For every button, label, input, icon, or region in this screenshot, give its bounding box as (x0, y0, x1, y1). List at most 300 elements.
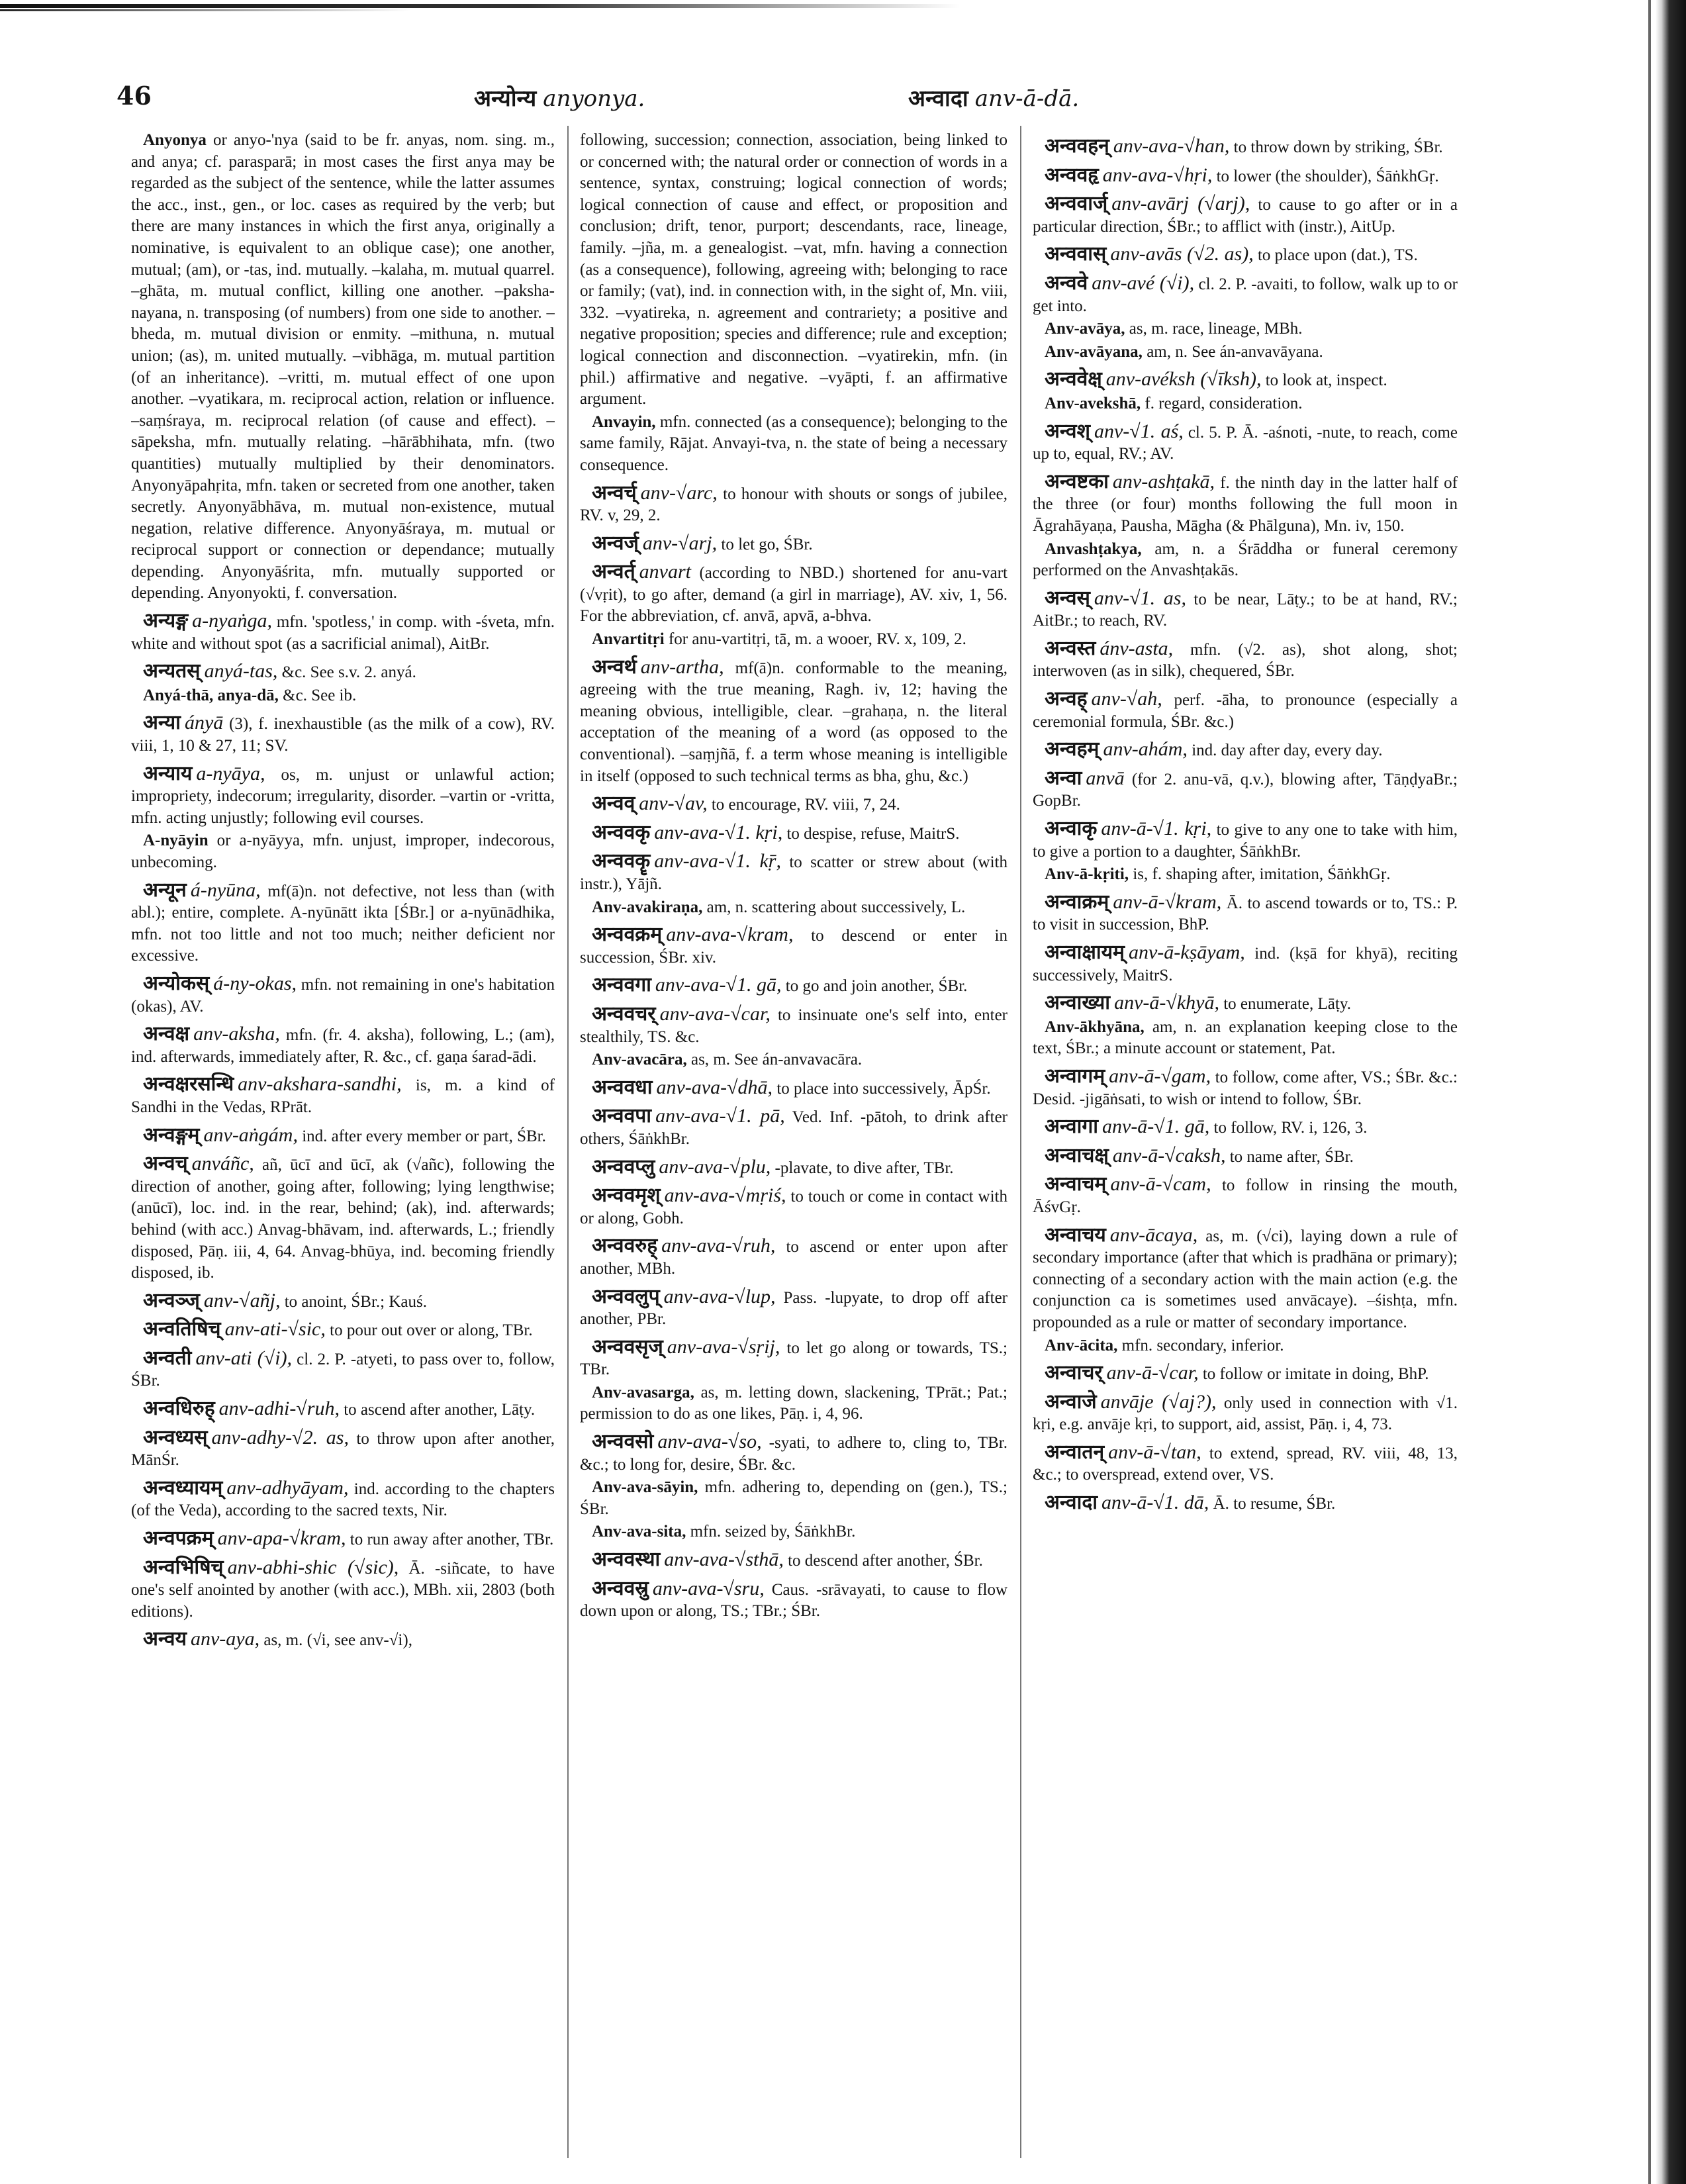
dictionary-entry (1033, 992, 1458, 1016)
dictionary-entry (580, 1077, 1007, 1100)
entry-definition: or a-nyāyya, mfn. unjust, improper, indecorous, unbecoming. (131, 831, 555, 871)
entry-transliteration: anv-√av, (639, 792, 708, 815)
dictionary-entry (131, 880, 555, 967)
entry-transliteration: anv-√1. aś, (1094, 420, 1184, 442)
dictionary-entry (580, 1286, 1007, 1331)
entry-transliteration: a-nyāya, (196, 762, 265, 784)
dictionary-column-3 (1033, 130, 1458, 2156)
entry-devanagari-headword: अन्वागा (1045, 1115, 1098, 1139)
entry-devanagari-headword: अन्वर्च् (592, 481, 637, 504)
entry-transliteration: anv-ā-√1. dā, (1101, 1492, 1209, 1514)
dictionary-entry (580, 1337, 1007, 1381)
dictionary-entry (1033, 638, 1458, 683)
entry-definition: to scatter or strew about (with instr.), Yājñ. (580, 853, 1007, 893)
entry-definition: Ved. Inf. -pātoh, to drink after others, ŚāṅkhBr. (580, 1108, 1007, 1148)
entry-definition: mf(ā)n. not defective, not less than (with abl.); entire, complete. A-nyūnātt ikta [ŚBr.] or a-nyūnādhika, mfn. not too little and not too much; neither deficient nor excessive. (131, 882, 555, 965)
entry-definition: am, n. a Śrāddha or funeral ceremony performed on the Anvashṭakās. (1033, 540, 1458, 580)
dictionary-entry (580, 412, 1007, 477)
entry-devanagari-headword: अन्याय (143, 761, 193, 785)
dictionary-entry (1033, 1116, 1458, 1139)
entry-definition: to let go, ŚBr. (717, 535, 813, 553)
dictionary-entry (1033, 1362, 1458, 1386)
dictionary-entry (131, 1290, 555, 1313)
entry-definition: to be near, Lāṭy.; to be at hand, RV.; AitBr.; to reach, RV. (1033, 590, 1458, 630)
entry-devanagari-headword: अन्ववकॄ (592, 849, 651, 873)
entry-definition: to look at, inspect. (1261, 371, 1387, 390)
entry-transliteration: a-nyaṅga, (192, 610, 272, 632)
page-header (117, 81, 1472, 120)
entry-transliteration: anv-ava-√1. gā, (655, 974, 782, 996)
entry-transliteration: anv-ava-√lup, (663, 1285, 776, 1307)
entry-subheadword: Anvartitṛi (592, 630, 665, 649)
entry-definition: ind. after every member or part, ŚBr. (297, 1127, 546, 1145)
dictionary-entry (1033, 393, 1458, 415)
entry-devanagari-headword: अन्वह् (1045, 687, 1088, 711)
entry-transliteration: anv-ava-√sru, (652, 1577, 765, 1599)
entry-devanagari-headword: अन्वस् (1045, 586, 1090, 610)
dictionary-entry (131, 130, 555, 604)
entry-transliteration: anv-ava-√car, (659, 1002, 771, 1025)
entry-transliteration: anv-ā-√gam, (1109, 1065, 1211, 1087)
entry-transliteration: anv-aya, (190, 1628, 260, 1650)
entry-transliteration: anv-ā-√caksh, (1112, 1144, 1226, 1166)
entry-transliteration: anv-ava-√1. kṝ, (654, 850, 781, 873)
entry-definition: mf(ā)n. conformable to the meaning, agreeing with the true meaning, Ragh. iv, 12; having the meaning obvious, intelligible, clear. –grahaṇa, n. the literal acceptation of the meaning of a word (as opposed to the conventional). –saṃjñā, f. a term whose meaning is intelligible in itself (opposed to such technical terms as bha, ghu, &c.) (580, 659, 1007, 785)
entry-devanagari-headword: अन्वतिषिच् (143, 1317, 221, 1341)
entry-devanagari-headword: अन्वातन् (1045, 1440, 1105, 1464)
entry-definition: is, f. shaping after, imitation, ŚāṅkhGṛ. (1129, 865, 1391, 884)
entry-definition: -plavate, to dive after, TBr. (771, 1159, 954, 1177)
entry-devanagari-headword: अन्ववलुप् (592, 1284, 660, 1308)
entry-devanagari-headword: अन्वर्त् (592, 560, 635, 584)
dictionary-entry (1033, 768, 1458, 812)
entry-transliteration: anv-ā-√khyā, (1114, 992, 1219, 1014)
dictionary-entry (1033, 588, 1458, 632)
entry-transliteration: anv-ava-√han, (1113, 135, 1230, 157)
entry-definition: (according to NBD.) shortened for anu-vart (√vṛit), to go after, demand (a girl in marriage), AV. xiv, 1, 56. For the abbreviation, cf. anvā, apvā, a-bhva. (580, 564, 1007, 626)
running-head-left-devanagari: अन्योन्य (474, 85, 537, 112)
entry-transliteration: anvāje (√aj?), (1100, 1390, 1217, 1413)
dictionary-entry (1033, 273, 1458, 317)
entry-devanagari-headword: अन्वक्षरसन्धि (143, 1072, 234, 1096)
running-head-left-roman: anyonya. (543, 85, 645, 112)
entry-subheadword: Anv-ācita, (1045, 1336, 1118, 1354)
entry-definition: to ascend after another, Lāṭy. (339, 1401, 536, 1419)
entry-devanagari-headword: अन्वष्टका (1045, 469, 1109, 493)
entry-definition: mfn. adhering to, depending on (gen.), TS.; ŚBr. (580, 1478, 1007, 1518)
entry-devanagari-headword: अन्वर्थ (592, 655, 637, 679)
entry-definition: to extend, spread, RV. viii, 48, 13, &c.; to overspread, extend over, VS. (1033, 1444, 1458, 1484)
entry-definition: f. regard, consideration. (1141, 394, 1303, 412)
entry-transliteration: anv-ava-√so, (657, 1431, 762, 1453)
entry-transliteration: anv-ācaya, (1109, 1223, 1198, 1246)
dictionary-entry (1033, 1492, 1458, 1515)
dictionary-entry (1033, 539, 1458, 582)
dictionary-entry (580, 1431, 1007, 1476)
dictionary-entry (1033, 864, 1458, 886)
entry-definition: or anyo-'nya (said to be fr. anyas, nom. sing. m., and anya; cf. parasparā; in most cases the first anya may be regarded as the subject of the sentence, while the latter assumes the acc., inst., gen., or loc. cases as required by the verb; but there are many instances in which the first anya, originally a nominative, is equivalent to an oblique case); one another, mutual; (am), or -tas, ind. mutually. –kalaha, m. mutual quarrel. –ghāta, m. mutual conflict, killing one another. –paksha-nayana, n. transposing (of numbers) from one side to another. –bheda, m. mutual division or enmity. –mithuna, n. mutual union; (as), m. united mutually. –vibhāga, m. mutual partition (of an inheritance). –vritti, m. mutual effect of one upon another. –vyatikara, m. reciprocal action, relation or influence. –saṃśraya, m. reciprocal relation (of cause and effect). –sāpeksha, mfn. mutually relating. –hārābhihata, mfn. (two quantities) mutually multiplied by their denominators. Anyonyāpahṛita, mfn. taken or secreted from one another, taken secretly. Anyonyābhāva, m. mutual non-existence, mutual negation, relative difference. Anyonyāśraya, m. mutual or reciprocal support or connection or dependance; mutually depending. Anyonyāśrita, mfn. mutually supported or depending. Anyonyokti, f. conversation. (131, 131, 555, 602)
entry-definition: am, n. scattering about successively, L. (702, 898, 966, 916)
entry-devanagari-headword: अन्वाचर् (1045, 1361, 1103, 1385)
entry-subheadword: Anv-ava-sita, (592, 1523, 686, 1541)
entry-transliteration: á-ny-okas, (213, 972, 297, 994)
dictionary-entry (131, 610, 555, 655)
entry-devanagari-headword: अन्ववसृज् (592, 1335, 663, 1358)
entry-devanagari-headword: अन्वाचम् (1045, 1172, 1107, 1196)
entry-definition: to throw upon after another, MānŚr. (131, 1429, 555, 1470)
entry-definition: &c. See ib. (278, 686, 357, 704)
entry-definition: cl. 2. P. -avaiti, to follow, walk up to or get into. (1033, 275, 1458, 315)
entry-definition: to despise, refuse, MaitrS. (782, 824, 960, 843)
entry-transliteration: anv-ava-√hṛi, (1102, 164, 1213, 186)
dictionary-entry (580, 851, 1007, 895)
dictionary-entry (131, 830, 555, 873)
entry-devanagari-headword: अन्ववास् (1045, 242, 1107, 266)
entry-transliteration: anv-adhi-√ruh, (218, 1398, 340, 1420)
entry-definition: to let go along or towards, TS.; TBr. (580, 1339, 1007, 1379)
entry-devanagari-headword: अन्वती (143, 1346, 192, 1370)
entry-subheadword: A-nyāyin (143, 831, 209, 850)
entry-definition: to place upon (dat.), TS. (1253, 246, 1418, 265)
entry-definition: mfn. seized by, ŚāṅkhBr. (686, 1523, 856, 1541)
entry-definition: mfn. 'spotless,' in comp. with -śveta, mfn. white and without spot (as a sacrificial animal), AitBr. (131, 613, 555, 653)
dictionary-entry (1033, 193, 1458, 238)
entry-devanagari-headword: अन्ववस्रु (592, 1576, 649, 1600)
scan-top-edge (0, 0, 1686, 15)
entry-devanagari-headword: अन्वागम् (1045, 1064, 1105, 1088)
running-head-right-devanagari: अन्वादा (908, 85, 968, 112)
entry-definition: only used in connection with √1. kṛi, e.g. anvāje kṛi, to support, aid, assist, Pāṇ. i, 4, 73. (1033, 1394, 1458, 1434)
entry-definition: ind. day after day, every day. (1187, 741, 1383, 760)
entry-definition: mfn. not remaining in one's habitation (okas), AV. (131, 975, 555, 1016)
entry-definition: Pass. -lupyate, to drop off after another, PBr. (580, 1288, 1007, 1329)
dictionary-entry (131, 763, 555, 830)
entry-definition: to throw down by striking, ŚBr. (1229, 138, 1443, 156)
dictionary-entry (1033, 1335, 1458, 1357)
entry-definition: Ā. -siñcate, to have one's self anointed by another (with acc.), MBh. xii, 2803 (both editions). (131, 1559, 555, 1621)
entry-devanagari-headword: अन्ववे (1045, 271, 1088, 295)
entry-definition: as, m. (√i, see anv-√i), (259, 1631, 412, 1650)
entry-subheadword: Anv-ava-sāyin, (592, 1478, 698, 1497)
page-number: 46 (117, 81, 152, 111)
dictionary-entry (1033, 1225, 1458, 1334)
entry-devanagari-headword: अन्वहम् (1045, 737, 1100, 761)
dictionary-entry (1033, 1066, 1458, 1110)
entry-definition: to honour with shouts or songs of jubilee, RV. v, 29, 2. (580, 485, 1007, 525)
column-rule-1 (567, 126, 569, 2158)
dictionary-entry (131, 1398, 555, 1421)
entry-devanagari-headword: अन्वपक्रम् (143, 1527, 214, 1550)
entry-definition: is, m. a kind of Sandhi in the Vedas, RPrāt. (131, 1076, 555, 1116)
entry-definition: os, m. unjust or unlawful action; impropriety, indecorum; irregularity, disorder. –vartin or -vritta, mfn. acting unjustly; following evil courses. (131, 765, 555, 827)
entry-transliteration: anv-apa-√kram, (217, 1527, 346, 1550)
entry-devanagari-headword: अन्ववहन् (1045, 134, 1109, 158)
entry-transliteration: anv-ā-kṣāyam, (1128, 941, 1245, 963)
entry-definition: mfn. (√2. as), shot along, shot; interwoven (as in silk), chequered, ŚBr. (1033, 640, 1458, 681)
entry-transliteration: anv-ati (√i), (195, 1347, 293, 1369)
entry-devanagari-headword: अन्वव् (592, 792, 635, 816)
entry-transliteration: anv-√añj, (203, 1289, 281, 1311)
dictionary-column-1 (131, 130, 555, 2156)
dictionary-entry (1033, 1442, 1458, 1486)
entry-subheadword: Anv-avakiraṇa, (592, 898, 703, 916)
entry-transliteration: anv-ā-√1. kṛi, (1101, 818, 1212, 840)
entry-devanagari-headword: अन्ववकृ (592, 820, 651, 844)
entry-definition: cl. 2. P. -atyeti, to pass over to, follow, ŚBr. (131, 1350, 555, 1390)
dictionary-entry (131, 1319, 555, 1342)
dictionary-entry (580, 1004, 1007, 1048)
dictionary-entry (580, 822, 1007, 845)
scan-right-line (1648, 0, 1651, 2184)
entry-transliteration: anvart (639, 561, 691, 583)
entry-definition: am, n. an explanation keeping close to the text, ŚBr.; a minute account or statement, Pat. (1033, 1018, 1458, 1058)
entry-definition: to cause to go after or in a particular direction, ŚBr.; to afflict with (instr.), AitUp. (1033, 196, 1458, 236)
dictionary-entry (1033, 818, 1458, 863)
entry-subheadword: Anvayin, (592, 412, 656, 431)
entry-devanagari-headword: अन्वाख्या (1045, 991, 1111, 1015)
entry-devanagari-headword: अन्या (143, 711, 181, 735)
entry-definition: &c. See s.v. 2. anyá. (277, 663, 416, 682)
dictionary-entry (580, 974, 1007, 998)
entry-subheadword: Anv-avasarga, (592, 1383, 694, 1401)
entry-transliteration: anv-avās (√2. as), (1110, 243, 1254, 265)
entry-devanagari-headword: अन्यून (143, 878, 187, 902)
entry-definition: to ascend or enter upon after another, MBh. (580, 1238, 1007, 1278)
dictionary-entry (131, 1125, 555, 1148)
dictionary-entry (131, 685, 555, 707)
entry-devanagari-headword: अन्वच् (143, 1152, 188, 1176)
entry-definition: to touch or come in contact with or along, Gobh. (580, 1188, 1007, 1227)
entry-devanagari-headword: अन्ववस्था (592, 1548, 661, 1572)
entry-devanagari-headword: अन्वक्ष (143, 1022, 190, 1046)
dictionary-entry (131, 1629, 555, 1652)
entry-transliteration: anv-ā-√cam, (1110, 1173, 1211, 1196)
dictionary-entry (1033, 369, 1458, 392)
dictionary-column-2 (580, 130, 1007, 2156)
entry-subheadword: Anv-avāyana, (1045, 342, 1143, 361)
entry-definition: to pour out over or along, TBr. (325, 1321, 533, 1340)
dictionary-entry (580, 924, 1007, 969)
entry-devanagari-headword: अन्वस्त (1045, 636, 1096, 660)
dictionary-entry (580, 1549, 1007, 1572)
entry-definition: as, m. See án-anvavacāra. (686, 1051, 863, 1069)
entry-transliteration: anv-ava-√1. kṛi, (654, 821, 783, 843)
entry-devanagari-headword: अन्वाकृ (1045, 817, 1098, 841)
entry-transliteration: anv-ava-√mṛiś, (664, 1184, 786, 1207)
entry-transliteration: anv-adhy-√2. as, (211, 1426, 349, 1448)
entry-definition: as, m. race, lineage, MBh. (1125, 320, 1303, 338)
entry-transliteration: á-nyūna, (190, 878, 261, 901)
entry-subheadword: Anv-ākhyāna, (1045, 1018, 1145, 1036)
entry-transliteration: anv-ā-√kram, (1113, 890, 1222, 913)
entry-devanagari-headword: अन्ववसो (592, 1430, 654, 1454)
entry-definition: to name after, ŚBr. (1225, 1147, 1354, 1166)
entry-subheadword: Anv-avacāra, (592, 1051, 687, 1069)
entry-definition: as, m. (√ci), laying down a rule of secondary importance (after that which is pradhāna or primary); connecting of a secondary action with the main action (e.g. the conjunction ca is sometimes used anvācaye). –śishṭa, mfn. propounded as a rule or matter of secondary importance. (1033, 1227, 1458, 1331)
running-head-left (474, 82, 645, 113)
entry-definition: Caus. -srāvayati, to cause to flow down upon or along, TS.; TBr.; ŚBr. (580, 1580, 1007, 1621)
dictionary-entry (580, 1382, 1007, 1425)
dictionary-entry (1033, 739, 1458, 762)
entry-subheadword: Anyá-thā, anya-dā, (143, 686, 279, 704)
entry-definition: to follow, come after, VS.; ŚBr. &c.: Desid. -jigāṅsati, to wish or intend to follow, ŚBr. (1033, 1068, 1458, 1108)
scan-right-edge (1656, 0, 1686, 2184)
dictionary-entry (580, 1578, 1007, 1623)
entry-subheadword: Anyonya (143, 131, 207, 149)
dictionary-entry (131, 1348, 555, 1392)
entry-devanagari-headword: अन्योकस् (143, 971, 210, 995)
dictionary-entry (580, 130, 1007, 410)
entry-transliteration: anv-ava-√ruh, (661, 1235, 776, 1257)
entry-definition: to enumerate, Lāṭy. (1219, 995, 1351, 1014)
entry-devanagari-headword: अन्वर्ज् (592, 531, 639, 555)
column-rule-2 (1020, 126, 1021, 2158)
dictionary-entry (131, 1074, 555, 1118)
dictionary-entry (580, 1521, 1007, 1543)
entry-transliteration: anv-√arj, (642, 532, 718, 554)
dictionary-entry (131, 1153, 555, 1284)
entry-devanagari-headword: अन्ववक्रम् (592, 923, 663, 947)
entry-devanagari-headword: अन्ववेक्ष् (1045, 367, 1102, 391)
entry-transliteration: anv-avéksh (√īksh), (1105, 368, 1262, 391)
entry-devanagari-headword: अन्ववार्ज् (1045, 192, 1108, 216)
entry-devanagari-headword: अन्वाक्रम् (1045, 890, 1109, 914)
entry-devanagari-headword: अन्वा (1045, 766, 1082, 790)
running-head-right (908, 82, 1079, 113)
entry-transliteration: anv-√ah, (1091, 688, 1162, 710)
entry-transliteration: anv-abhi-shic (√sic), (227, 1556, 399, 1578)
entry-devanagari-headword: अन्वध्यस् (143, 1425, 208, 1449)
dictionary-entry (131, 973, 555, 1018)
entry-transliteration: anv-ati-√sic, (224, 1318, 326, 1341)
dictionary-entry (1033, 165, 1458, 188)
entry-definition: to anoint, ŚBr.; Kauś. (280, 1292, 427, 1311)
entry-definition: to descend or enter in succession, ŚBr. xiv. (580, 927, 1007, 967)
entry-definition: mfn. (fr. 4. aksha), following, L.; (am), ind. afterwards, immediately after, R. &c., cf. gaṇa śarad-ādi. (131, 1026, 555, 1066)
entry-definition: to encourage, RV. viii, 7, 24. (707, 796, 900, 814)
dictionary-entry (131, 1557, 555, 1623)
entry-devanagari-headword: अन्ववप्लु (592, 1155, 655, 1178)
dictionary-entry (131, 1427, 555, 1472)
entry-definition: to follow, RV. i, 126, 3. (1209, 1119, 1368, 1137)
entry-definition: to insinuate one's self into, enter stealthily, TS. &c. (580, 1006, 1007, 1046)
entry-subheadword: Anv-avekshā, (1045, 394, 1141, 412)
entry-devanagari-headword: अन्ववपा (592, 1104, 652, 1128)
entry-subheadword: Anv-ā-kṛiti, (1045, 865, 1129, 884)
dictionary-entry (1033, 244, 1458, 267)
entry-transliteration: anv-adhyāyam, (226, 1476, 349, 1499)
entry-transliteration: anv-ahám, (1103, 738, 1188, 761)
dictionary-entry (1033, 421, 1458, 465)
entry-subheadword: Anvashṭakya, (1045, 540, 1142, 558)
dictionary-entry (580, 897, 1007, 919)
entry-subheadword: Anv-avāya, (1045, 320, 1125, 338)
entry-definition: to give to any one to take with him, to give a portion to a daughter, ŚāṅkhBr. (1033, 821, 1458, 861)
entry-definition: perf. -āha, to pronounce (especially a ceremonial formula, ŚBr. &c.) (1033, 691, 1458, 731)
entry-definition: to go and join another, ŚBr. (781, 977, 968, 996)
entry-transliteration: anyá-tas, (204, 660, 278, 683)
entry-devanagari-headword: अन्वाचय (1045, 1223, 1106, 1247)
entry-definition: (3), f. inexhaustible (as the milk of a cow), RV. viii, 1, 10 & 27, 11; SV. (131, 715, 555, 755)
entry-definition: to run away after another, TBr. (346, 1531, 554, 1549)
dictionary-entry (580, 1106, 1007, 1150)
dictionary-entry (131, 1023, 555, 1068)
entry-devanagari-headword: अन्यतस् (143, 659, 201, 683)
dictionary-entry (580, 1185, 1007, 1229)
entry-definition: Ā. to resume, ŚBr. (1209, 1495, 1336, 1513)
entry-devanagari-headword: अन्वङ्गम् (143, 1123, 200, 1147)
dictionary-entry (131, 712, 555, 757)
entry-definition: following, succession; connection, association, being linked to or concerned with; the natural order or connection of words in a sentence, syntax, construing; logical connection of words; logical connection of cause and effect, or proposition and conclusion; drift, tenor, purport; descendants, race, lineage, family. –jña, m. a genealogist. –vat, mfn. having a connection (as a consequence), following, agreeing with; belonging to race or family; (vat), ind. in connection with, in the sight of, Mn. viii, 332. –vyatireka, n. agreement and contrariety; a positive and negative proposition; species and difference; rule and exception; logical connection and disconnection. –vyatirekin, mfn. (in phil.) affirmative and negative. –vyāpti, f. an affirmative argument. (580, 131, 1007, 408)
entry-transliteration: anv-ashṭakā, (1112, 470, 1215, 493)
entry-transliteration: anv-ava-√plu, (659, 1155, 771, 1178)
entry-transliteration: anvā (1086, 767, 1125, 789)
entry-transliteration: anv-ava-√sthā, (664, 1548, 784, 1571)
dictionary-entry (580, 1157, 1007, 1180)
dictionary-entry (580, 629, 1007, 651)
entry-devanagari-headword: अन्वाजे (1045, 1390, 1097, 1413)
entry-definition: añ, ūcī and ūcī, ak (√añc), following the direction of another, going after, following; lying lengthwise; (anūcī), loc. ind. in the rear, behind; (ak), ind. afterwards; behind (with acc.) Anvag-bhāvam, ind. afterwards, L.; friendly disposed, Pāṇ. iii, 4, 64. Anvag-bhūya, ind. becoming friendly disposed, ib. (131, 1156, 555, 1282)
entry-definition: to descend after another, ŚBr. (783, 1552, 983, 1570)
entry-definition: for anu-vartitṛi, tā, m. a wooer, RV. x, 109, 2. (664, 630, 966, 649)
dictionary-entry (580, 533, 1007, 556)
dictionary-entry (580, 793, 1007, 816)
entry-devanagari-headword: अन्वय (143, 1627, 187, 1651)
entry-devanagari-headword: अन्ववहृ (1045, 163, 1099, 187)
entry-definition: ind. according to the chapters (of the Veda), according to the sacred texts, Nir. (131, 1480, 555, 1520)
dictionary-entry (580, 1235, 1007, 1280)
entry-devanagari-headword: अन्ववरुह् (592, 1234, 658, 1258)
entry-transliteration: anv-√1. as, (1094, 587, 1186, 609)
entry-transliteration: anv-ā-√car, (1106, 1362, 1199, 1384)
entry-transliteration: anváñc, (191, 1153, 254, 1175)
entry-definition: mfn. connected (as a consequence); belonging to the same family, Rājat. Anvayi-tva, n. the state of being a necessary consequence. (580, 412, 1007, 474)
dictionary-entry (580, 1477, 1007, 1520)
dictionary-entry (1033, 688, 1458, 733)
entry-transliteration: anv-ava-√1. pā, (655, 1105, 785, 1127)
dictionary-entry (131, 1528, 555, 1551)
entry-devanagari-headword: अन्ववधा (592, 1075, 653, 1099)
entry-definition: to follow or imitate in doing, BhP. (1198, 1365, 1429, 1384)
dictionary-entry (1033, 892, 1458, 936)
entry-devanagari-headword: अन्वादा (1045, 1491, 1098, 1515)
entry-definition: to lower (the shoulder), ŚāṅkhGṛ. (1212, 167, 1439, 185)
entry-definition: am, n. See án-anvavāyana. (1142, 342, 1323, 361)
entry-transliteration: anv-aṅgám, (203, 1123, 298, 1146)
entry-devanagari-headword: अन्वाक्षायम् (1045, 941, 1125, 964)
entry-definition: to place into successively, ĀpŚr. (773, 1079, 991, 1098)
dictionary-entry (1033, 136, 1458, 159)
entry-definition: f. the ninth day in the latter half of the three (or four) months following the full moon in Āgrahāyaṇa, Pausha, Māgha (& Phālguna), Mn. iv, 150. (1033, 473, 1458, 535)
dictionary-entry (580, 657, 1007, 788)
entry-transliteration: anv-avé (√i), (1092, 271, 1195, 294)
entry-devanagari-headword: अन्यङ्ग (143, 609, 189, 633)
entry-definition: (for 2. anu-vā, q.v.), blowing after, TāṇḍyaBr.; GopBr. (1033, 770, 1458, 810)
entry-devanagari-headword: अन्वञ्ज् (143, 1288, 200, 1312)
entry-transliteration: anv-akshara-sandhi, (238, 1073, 402, 1096)
entry-devanagari-headword: अन्वधिरुह् (143, 1397, 215, 1421)
entry-transliteration: anv-ava-√kram, (666, 924, 794, 946)
entry-devanagari-headword: अन्वध्यायम् (143, 1476, 223, 1499)
entry-transliteration: anv-aksha, (193, 1023, 280, 1045)
entry-transliteration: anv-ava-√sṛij, (667, 1335, 780, 1358)
dictionary-entry (580, 561, 1007, 628)
dictionary-entry (1033, 1392, 1458, 1436)
running-head-right-roman: anv-ā-dā. (974, 85, 1080, 112)
dictionary-entry (1033, 1174, 1458, 1218)
entry-definition: mfn. secondary, inferior. (1117, 1336, 1284, 1354)
dictionary-entry (1033, 342, 1458, 363)
